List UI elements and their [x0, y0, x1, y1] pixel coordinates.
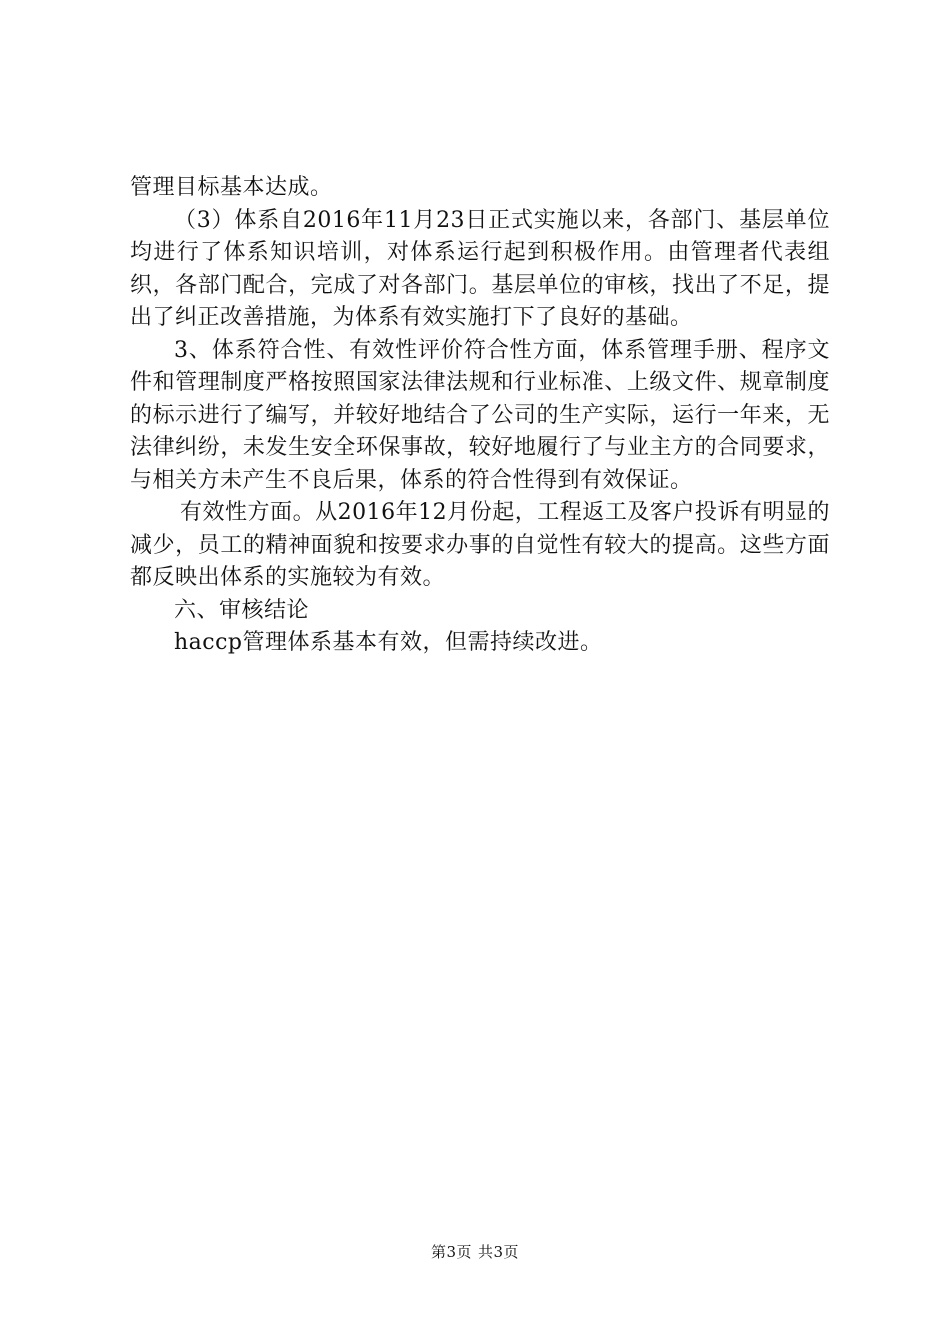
paragraph-system-implementation: （3）体系自2016年11月23日正式实施以来，各部门、基层单位均进行了体系知识培训，对体系运行起到积极作用。由管理者代表组织，各部门配合，完成了对各部门。基层单位的审核，找出了不足，提出了纠正改善措施，为体系有效实施打下了良好的基础。 [130, 207, 830, 330]
page-number: 第3页 [430, 1243, 472, 1261]
paragraph-effectiveness: 有效性方面。从2016年12月份起，工程返工及客户投诉有明显的减少，员工的精神面貌和按要求办事的自觉性有较大的提高。这些方面都反映出体系的实施较为有效。 [130, 500, 830, 590]
paragraph-management-goal: 管理目标基本达成。 [130, 175, 333, 200]
section-heading-audit-conclusion: 六、审核结论 [174, 597, 310, 623]
paragraph-conclusion: haccp管理体系基本有效，但需持续改进。 [174, 630, 603, 655]
page-total: 共3页 [478, 1243, 520, 1261]
page-footer [0, 1242, 950, 1262]
document-body [130, 172, 830, 660]
paragraph-conformity-evaluation: 3、体系符合性、有效性评价符合性方面，体系管理手册、程序文件和管理制度严格按照国家法律法规和行业标准、上级文件、规章制度的标示进行了编写，并较好地结合了公司的生产实际，运行一年来，无法律纠纷，未发生安全环保事故，较好地履行了与业主方的合同要求，与相关方未产生不良后果，体系的符合性得到有效保证。 [130, 337, 830, 493]
